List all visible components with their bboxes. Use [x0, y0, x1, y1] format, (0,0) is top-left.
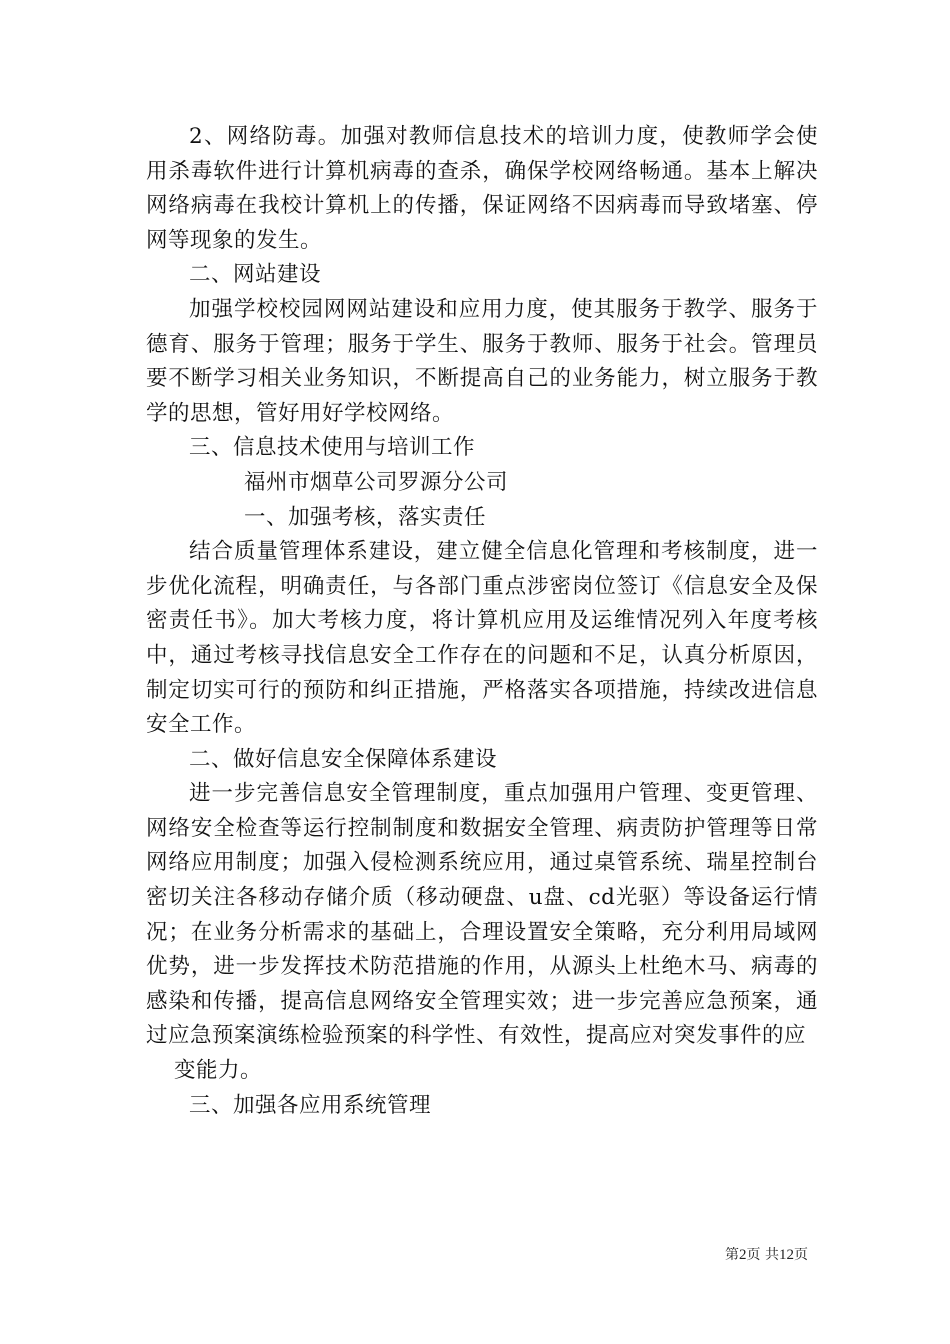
- paragraph-continuation: 变能力。: [174, 1058, 263, 1084]
- heading-it-training: 三、信息技术使用与培训工作: [189, 435, 476, 461]
- paragraph-security-system: 进一步完善信息安全管理制度，重点加强用户管理、变更管理、网络安全检查等运行控制制度和数据安全管理、病责防护管理等日常网络应用制度；加强入侵检测系统应用，通过桌管系统、瑞星控制台密切关注各移动存储介质（移动硬盘、u盘、cd光驱）等设备运行情况；在业务分析需求的基础上，合理设置安全策略，充分利用局域网优势，进一步发挥技术防范措施的作用，从源头上杜绝木马、病毒的感染和传播，提高信息网络安全管理实效；进一步完善应急预案，通过应急预案演练检验预案的科学性、有效性，提高应对突发事件的应: [146, 781, 818, 1049]
- document-body: [146, 120, 818, 1123]
- paragraph-network-antivirus: 2、网络防毒。加强对教师信息技术的培训力度，使教师学会使用杀毒软件进行计算机病毒的查杀，确保学校网络畅通。基本上解决网络病毒在我校计算机上的传播，保证网络不因病毒而导致堵塞、停网等现象的发生。: [146, 124, 818, 253]
- paragraph-website-construction: 加强学校校园网网站建设和应用力度，使其服务于教学、服务于德育、服务于管理；服务于学生、服务于教师、服务于社会。管理员要不断学习相关业务知识，不断提高自己的业务能力，树立服务于教学的思想，管好用好学校网络。: [146, 296, 818, 426]
- footer-total-pages: 12: [779, 1247, 794, 1263]
- footer-current-page: 2: [739, 1247, 747, 1263]
- heading-website-construction: 二、网站建设: [189, 262, 322, 288]
- footer-middle: 页 共: [746, 1247, 779, 1263]
- footer-suffix: 页: [794, 1247, 808, 1263]
- page-footer: [725, 1245, 808, 1265]
- footer-prefix: 第: [725, 1247, 740, 1263]
- heading-security-system: 二、做好信息安全保障体系建设: [189, 746, 498, 772]
- heading-application-management: 三、加强各应用系统管理: [189, 1092, 432, 1118]
- heading-assessment: 一、加强考核，落实责任: [244, 504, 487, 530]
- company-name: 福州市烟草公司罗源分公司: [244, 469, 509, 495]
- paragraph-assessment: 结合质量管理体系建设，建立健全信息化管理和考核制度，进一步优化流程，明确责任，与各部门重点涉密岗位签订《信息安全及保密责任书》。加大考核力度，将计算机应用及运维情况列入年度考核中，通过考核寻找信息安全工作存在的问题和不足，认真分析原因，制定切实可行的预防和纠正措施，严格落实各项措施，持续改进信息安全工作。: [146, 539, 818, 738]
